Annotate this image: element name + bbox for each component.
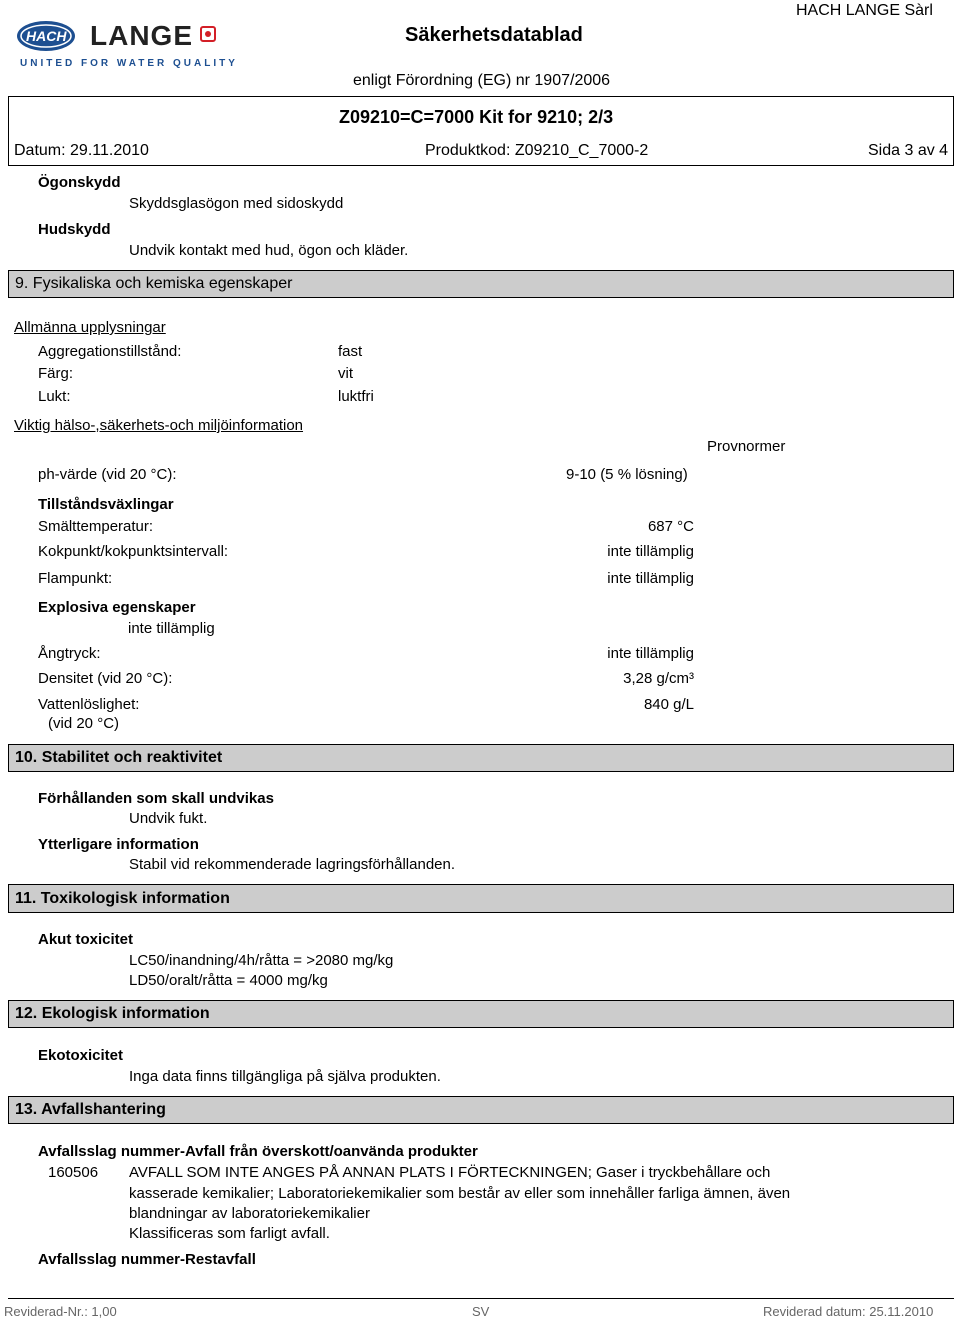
rest-waste-heading: Avfallsslag nummer-Restavfall — [38, 1251, 256, 1268]
waste-code: 160506 — [48, 1164, 99, 1181]
vapour-value: inte tillämplig — [607, 645, 694, 662]
eye-protection-text: Skyddsglasögon med sidoskydd — [129, 195, 344, 212]
product-title: Z09210=C=7000 Kit for 9210; 2/3 — [339, 107, 614, 127]
section-12-heading: 12. Ekologisk information — [15, 1005, 210, 1022]
color-label: Färg: — [38, 365, 74, 382]
ph-label: ph-värde (vid 20 °C): — [38, 466, 177, 483]
test-norms-heading: Provnormer — [707, 438, 786, 455]
skin-protection-text: Undvik kontakt med hud, ögon och kläder. — [129, 242, 409, 259]
section-9-bar — [8, 270, 954, 298]
density-label: Densitet (vid 20 °C): — [38, 670, 173, 687]
toxicity-line: LD50/oralt/råtta = 4000 mg/kg — [129, 972, 328, 989]
vapour-label: Ångtryck: — [38, 645, 101, 662]
language-code: SV — [472, 1304, 490, 1319]
section-9-heading: 9. Fysikaliska och kemiska egenskaper — [15, 275, 293, 292]
section-12-bar — [8, 1000, 954, 1028]
waste-heading: Avfallsslag nummer-Avfall från överskott/oanvända produkter — [38, 1143, 478, 1160]
lange-logo-text: LANGE — [90, 20, 193, 51]
regulation: enligt Förordning (EG) nr 1907/2006 — [353, 72, 611, 89]
logo-tagline: UNITED FOR WATER QUALITY — [20, 58, 238, 69]
flash-label: Flampunkt: — [38, 570, 113, 587]
section-13-bar — [8, 1096, 954, 1124]
revision-date: Reviderad datum: 25.11.2010 — [763, 1304, 934, 1319]
density-value: 3,28 g/cm³ — [623, 670, 694, 687]
boiling-value: inte tillämplig — [607, 543, 694, 560]
more-info-heading: Ytterligare information — [38, 836, 199, 853]
hach-logo — [16, 20, 76, 52]
ecotoxicity-text: Inga data finns tillgängliga på själva produkten. — [129, 1068, 441, 1085]
toxicity-line: LC50/inandning/4h/råtta = >2080 mg/kg — [129, 952, 394, 969]
state-value: fast — [338, 343, 363, 360]
explosive-heading: Explosiva egenskaper — [38, 599, 196, 616]
flash-value: inte tillämplig — [607, 570, 694, 587]
solubility-value: 840 g/L — [643, 696, 694, 713]
section-11-bar — [8, 884, 954, 913]
general-info-heading: Allmänna upplysningar — [14, 319, 166, 336]
more-info-text: Stabil vid rekommenderade lagringsförhållanden. — [129, 856, 456, 873]
eye-protection-heading: Ögonskydd — [38, 174, 121, 191]
state-changes-heading: Tillståndsväxlingar — [38, 496, 174, 513]
melting-label: Smälttemperatur: — [38, 518, 154, 535]
section-10-bar — [8, 744, 954, 772]
health-info-heading: Viktig hälso-,säkerhets-och miljöinformation — [14, 417, 304, 434]
section-10-heading: 10. Stabilitet och reaktivitet — [15, 749, 223, 766]
hach-logo-text: HACH — [26, 28, 67, 44]
footer-divider — [8, 1298, 954, 1299]
avoid-heading: Förhållanden som skall undvikas — [38, 790, 274, 807]
section-11-heading: 11. Toxikologisk information — [15, 890, 230, 907]
melting-value: 687 °C — [647, 518, 694, 535]
page-number: Sida 3 av 4 — [868, 142, 949, 159]
waste-line: kasserade kemikalier; Laboratoriekemikalier som består av eller som innehåller farliga ämnen, även — [129, 1185, 791, 1202]
color-value: vit — [338, 365, 353, 382]
product-code: Produktkod: Z09210_C_7000-2 — [425, 142, 649, 159]
waste-line: AVFALL SOM INTE ANGES PÅ ANNAN PLATS I FÖRTECKNINGEN; Gaser i tryckbehållare och — [129, 1164, 771, 1181]
ph-value: 9-10 (5 % lösning) — [566, 466, 688, 483]
solubility-label: Vattenlöslighet: — [38, 696, 140, 713]
document-date: Datum: 29.11.2010 — [14, 142, 149, 159]
ecotoxicity-heading: Ekotoxicitet — [38, 1047, 124, 1064]
skin-protection-heading: Hudskydd — [38, 221, 111, 238]
waste-line: blandningar av laboratoriekemikalier — [129, 1205, 370, 1222]
avoid-text: Undvik fukt. — [129, 810, 208, 827]
section-13-heading: 13. Avfallshantering — [15, 1101, 166, 1118]
document-title: Säkerhetsdatablad — [405, 24, 583, 46]
odour-value: luktfri — [338, 388, 374, 405]
lange-logo-mark — [200, 26, 216, 42]
solubility-sub: (vid 20 °C) — [48, 715, 120, 732]
waste-line: Klassificeras som farligt avfall. — [129, 1225, 330, 1242]
state-label: Aggregationstillstånd: — [38, 343, 182, 360]
company-name: HACH LANGE Sàrl — [796, 2, 933, 19]
revision-number: Reviderad-Nr.: 1,00 — [4, 1304, 117, 1319]
odour-label: Lukt: — [38, 388, 71, 405]
boiling-label: Kokpunkt/kokpunktsintervall: — [38, 543, 229, 560]
acute-toxicity-heading: Akut toxicitet — [38, 931, 134, 948]
explosive-value: inte tillämplig — [128, 620, 215, 637]
